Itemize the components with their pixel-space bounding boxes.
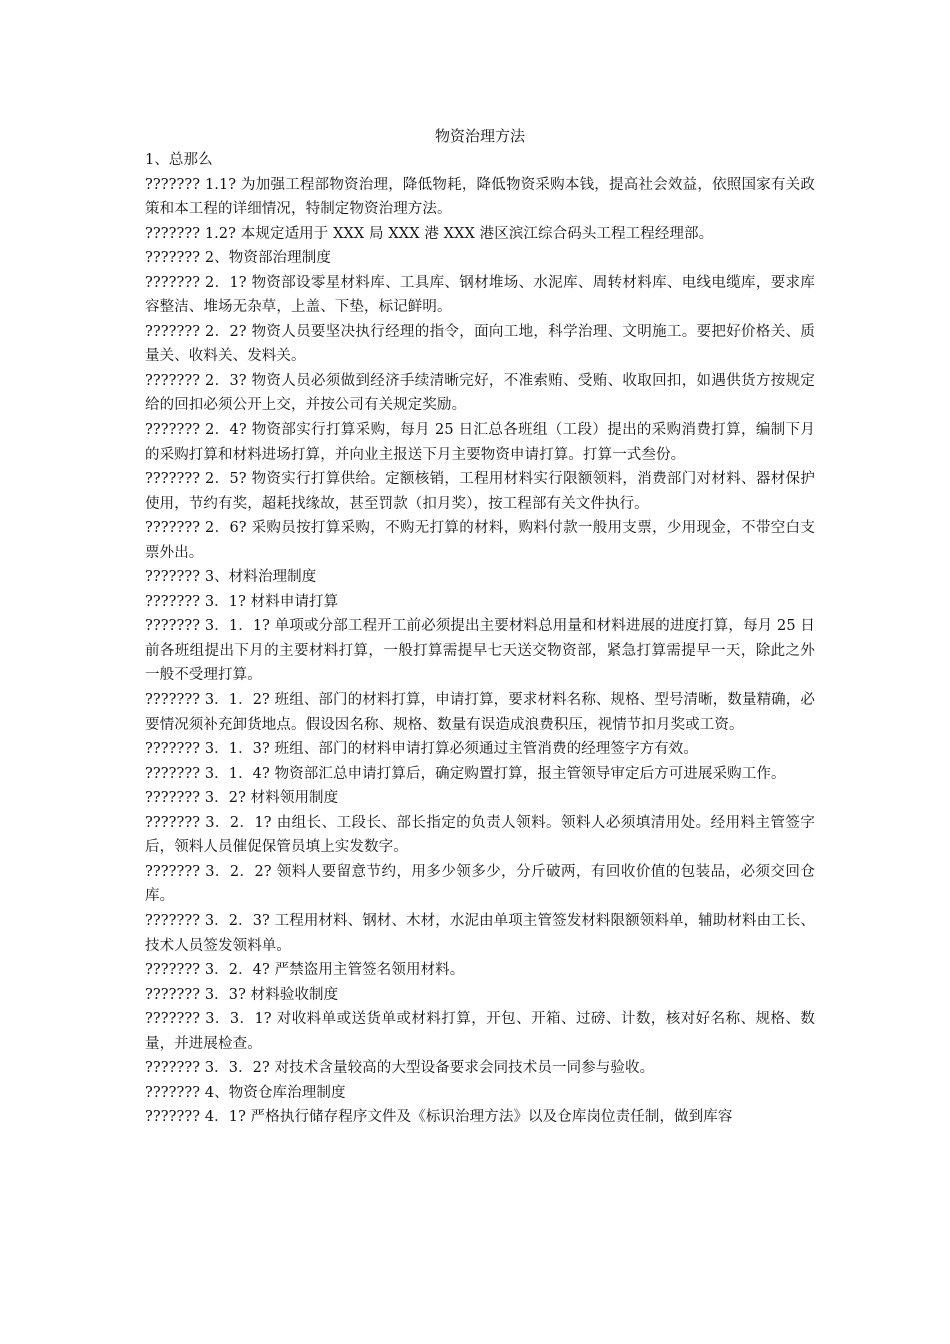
paragraph: ??????? 3．1? 材料申请打算 xyxy=(145,593,339,610)
paragraph: ??????? 3．1．2? 班组、部门的材料打算，申请打算，要求材料名称、规格、型号清晰，数量精确，必要情况须补充卸货地点。假设因名称、规格、数量有误造成浪费积压，视情节扣月奖或工资。 xyxy=(145,692,815,733)
paragraph: ??????? 1.2? 本规定适用于 XXX 局 XXX 港 XXX 港区滨江综合码头工程工程经理部。 xyxy=(145,225,714,242)
paragraph: ??????? 3．2? 材料领用制度 xyxy=(145,790,339,807)
document-page xyxy=(145,124,815,1130)
paragraph: 1、总那么 xyxy=(145,152,213,168)
paragraph: ??????? 3．2．4? 严禁盗用主管签名领用材料。 xyxy=(145,962,465,979)
paragraph: ??????? 3．2．1? 由组长、工段长、部长指定的负责人领料。领料人必须填清用处。经用料主管签字后，领料人员催促保管员填上实发数字。 xyxy=(145,814,815,856)
paragraph: ??????? 3．3．1? 对收料单或送货单或材料打算，开包、开箱、过磅、计数，核对好名称、规格、数量，并进展检查。 xyxy=(145,1011,815,1052)
paragraph: ??????? 2．4? 物资部实行打算采购，每月 25 日汇总各班组（工段）提出的采购消费打算，编制下月的采购打算和材料进场打算，并向业主报送下月主要物资申请打算。打算一式叁份。 xyxy=(145,422,815,463)
paragraph: ??????? 2、物资部治理制度 xyxy=(145,250,331,267)
paragraph: ??????? 3、材料治理制度 xyxy=(145,569,317,586)
document-title: 物资治理方法 xyxy=(434,127,525,145)
paragraph: ??????? 3．3．2? 对技术含量较高的大型设备要求会同技术员一同参与验收。 xyxy=(145,1060,655,1077)
paragraph: ??????? 4、物资仓库治理制度 xyxy=(145,1084,346,1101)
paragraph: ??????? 3．2．2? 领料人要留意节约，用多少领多少，分斤破两，有回收价值的包装品，必须交回仓库。 xyxy=(145,863,815,905)
paragraph: ??????? 3．3? 材料验收制度 xyxy=(145,986,339,1003)
paragraph: ??????? 3．1．1? 单项或分部工程开工前必须提出主要材料总用量和材料进展的进度打算，每月 25 日前各班组提出下月的主要材料打算，一般打算需提早七天送交物资部，紧急打算需提早一天，除此之外一般不受理打算。 xyxy=(145,618,815,684)
paragraph: ??????? 3．2．3? 工程用材料、钢材、木材，水泥由单项主管签发材料限额领料单，辅助材料由工长、技术人员签发领料单。 xyxy=(145,912,815,954)
paragraph: ??????? 2．2? 物资人员要坚决执行经理的指令，面向工地，科学治理、文明施工。要把好价格关、质量关、收料关、发料关。 xyxy=(145,323,815,365)
paragraph: ??????? 2．6? 采购员按打算采购，不购无打算的材料，购料付款一般用支票，少用现金，不带空白支票外出。 xyxy=(145,520,815,561)
paragraph: ??????? 2．1? 物资部设零星材料库、工具库、钢材堆场、水泥库、周转材料库、电线电缆库，要求库容整洁、堆场无杂草，上盖、下垫，标记鲜明。 xyxy=(145,274,815,316)
paragraph: ??????? 2．5? 物资实行打算供给。定额核销，工程用材料实行限额领料，消费部门对材料、器材保护使用，节约有奖，超耗找缘故，甚至罚款（扣月奖），按工程部有关文件执行。 xyxy=(145,471,815,512)
paragraph: ??????? 4．1? 严格执行储存程序文件及《标识治理方法》以及仓库岗位责任制，做到库容 xyxy=(145,1109,733,1126)
paragraph: ??????? 2．3? 物资人员必须做到经济手续清晰完好，不准索贿、受贿、收取回扣，如遇供货方按规定给的回扣必须公开上交，并按公司有关规定奖励。 xyxy=(145,372,815,414)
paragraph: ??????? 1.1? 为加强工程部物资治理，降低物耗，降低物资采购本钱，提高社会效益，依照国家有关政策和本工程的详细情况，特制定物资治理方法。 xyxy=(145,176,815,218)
paragraph: ??????? 3．1．4? 物资部汇总申请打算后，确定购置打算，报主管领导审定后方可进展采购工作。 xyxy=(145,765,786,782)
document-body xyxy=(145,148,815,1130)
paragraph: ??????? 3．1．3? 班组、部门的材料申请打算必须通过主管消费的经理签字方有效。 xyxy=(145,741,698,758)
